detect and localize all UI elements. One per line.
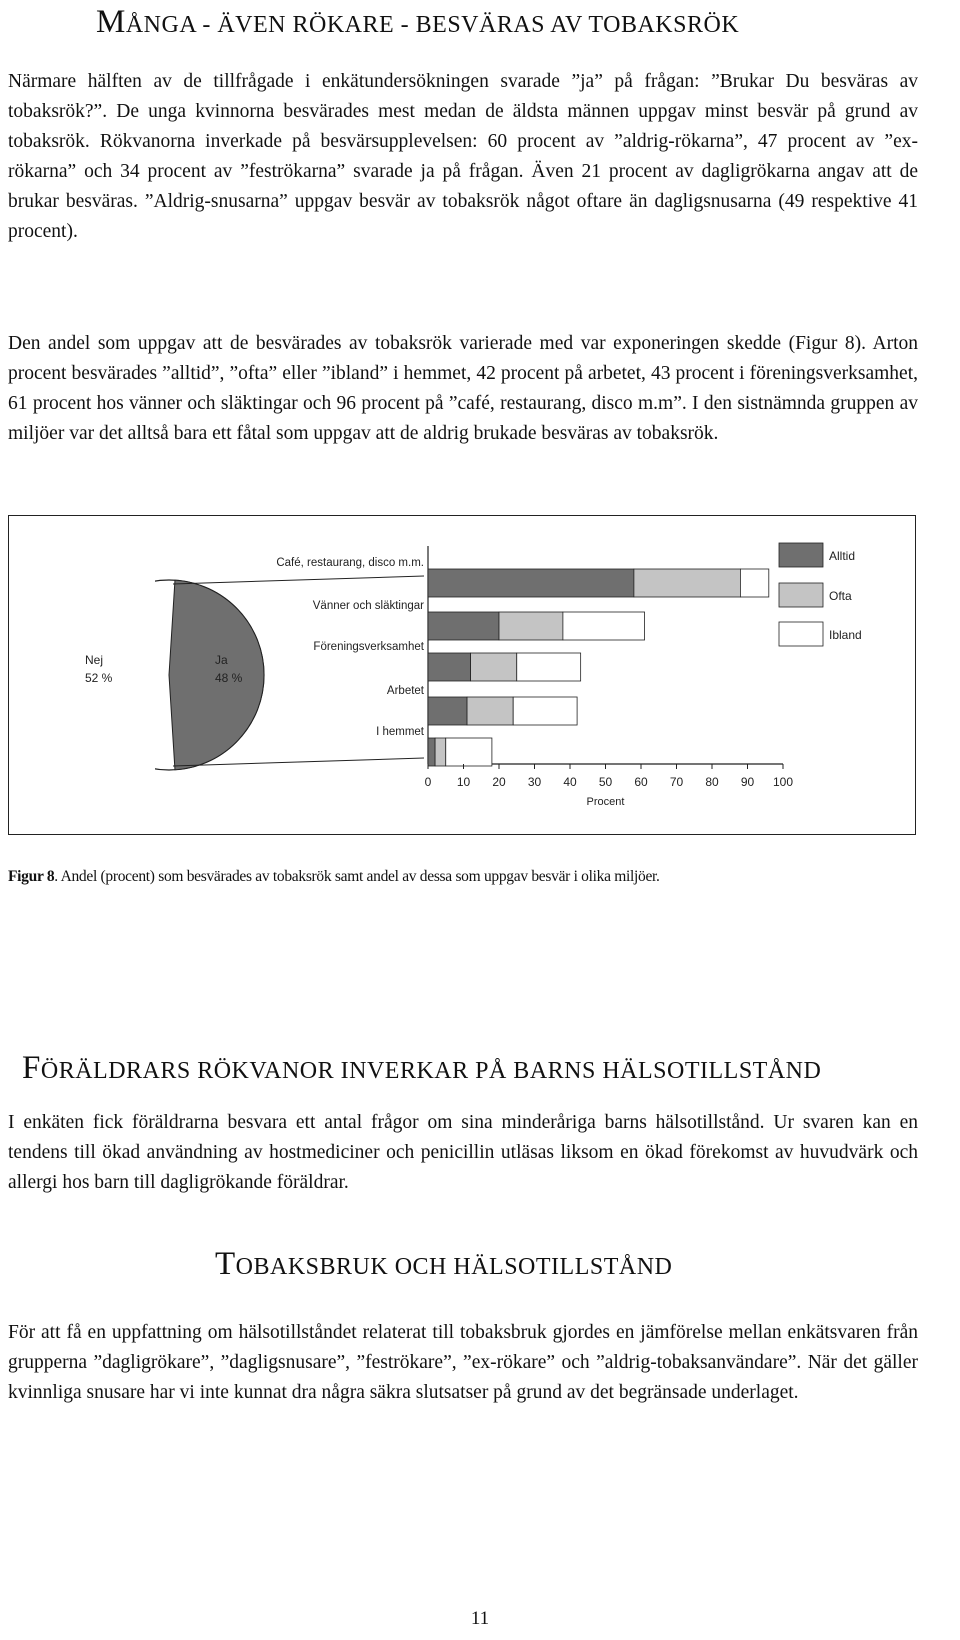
category-label: Café, restaurang, disco m.m. — [276, 557, 424, 569]
section-heading — [215, 1246, 672, 1283]
bar-ibland — [446, 738, 492, 766]
x-axis-title: Procent — [586, 796, 625, 808]
heading-initial: F — [22, 1050, 41, 1086]
bar-alltid — [428, 738, 435, 766]
figure-8 — [8, 515, 916, 835]
x-tick-label: 50 — [598, 775, 613, 789]
paragraph: Den andel som uppgav att de besvärades av tobaksrök varierade med var exponeringen skedde (Figur 8). Arton procent besvärades ”alltid”, ”ofta” eller ”ibland” i hemmet, 42 procent på arbetet, 43 procent i föreningsverksamhet, 61 procent hos vänner och släktingar och 96 procent på ”café, restaurang, disco m.m”. I den sistnämnda gruppen av miljöer var det alltså bara ett fåtal som uppgav att de aldrig brukade besväras av tobaksrök. — [8, 333, 918, 444]
bar-ofta — [435, 738, 446, 766]
bar-alltid — [428, 612, 499, 640]
section-heading — [96, 4, 739, 41]
x-tick-label: 0 — [424, 775, 432, 789]
category-label: Arbetet — [386, 685, 424, 697]
bar-ofta — [634, 569, 741, 597]
bar-ibland — [563, 612, 645, 640]
heading-initial: T — [215, 1246, 236, 1282]
pie-value-nej: 52 % — [85, 671, 113, 685]
paragraph: Närmare hälften av de tillfrågade i enkätundersökningen svarade ”ja” på frågan: ”Brukar Du besväras av tobaksrök?”. De unga kvinnorna besvärades mest medan de äldsta männen uppgav minst besvär på grund av tobaksrök. Rökvanorna inverkade på besvärsupplevelsen: 60 procent av ”aldrig-rökarna”, 47 procent av ”ex-rökarna” och 34 procent av ”feströkarna” svarade ja på frågan. Även 21 procent av dagligrökarna angav att de brukar besväras. ”Aldrig-snusarna” uppgav besvär av tobaksrök något oftare än dagligsnusarna (49 respektive 41 procent). — [8, 71, 918, 242]
category-label: I hemmet — [376, 726, 424, 738]
legend-swatch-ofta — [779, 583, 823, 607]
x-tick-label: 70 — [669, 775, 684, 789]
x-tick-label: 100 — [772, 775, 794, 789]
bar-ibland — [517, 653, 581, 681]
paragraph: För att få en uppfattning om hälsotillståndet relaterat till tobaksbruk gjordes en jämförelse mellan enkätsvaren från grupperna ”dagligrökare”, ”dagligsnusare”, ”feströkare”, ”ex-rökare” och ”aldrig-tobaksanvändare”. När det gäller kvinnliga snusare har vi inte kunnat dra några säkra slutsatser på grund av det begränsade underlaget. — [8, 1322, 918, 1403]
bar-alltid — [428, 569, 634, 597]
bar-ofta — [467, 697, 513, 725]
category-label: Vänner och släktingar — [312, 600, 424, 612]
legend-swatch-ibland — [779, 622, 823, 646]
legend-label-ibland: Ibland — [829, 628, 862, 642]
bar-alltid — [428, 653, 471, 681]
figure-chart — [9, 516, 914, 833]
heading-rest: ÅNGA - ÄVEN RÖKARE - BESVÄRAS AV TOBAKSRÖK — [125, 12, 740, 38]
heading-rest: OBAKSBRUK OCH HÄLSOTILLSTÅND — [235, 1254, 673, 1280]
legend-label-alltid: Alltid — [829, 549, 856, 563]
pie-label-nej: Nej — [85, 653, 104, 667]
x-tick-label: 20 — [492, 775, 506, 789]
bar-ibland — [513, 697, 577, 725]
pie-value-ja: 48 % — [215, 671, 243, 685]
caption-text: . Andel (procent) som besvärades av tobaksrök samt andel av dessa som uppgav besvär i olika miljöer. — [54, 868, 660, 885]
x-tick-label: 90 — [740, 775, 755, 789]
section-heading — [22, 1050, 821, 1087]
legend-label-ofta: Ofta — [829, 589, 852, 603]
x-tick-label: 60 — [634, 775, 648, 789]
bar-ibland — [740, 569, 768, 597]
heading-initial: M — [96, 4, 126, 40]
pie-label-ja: Ja — [215, 653, 228, 667]
paragraph: I enkäten fick föräldrarna besvara ett antal frågor om sina minderåriga barns hälsotillstånd. Ur svaren kan en tendens till ökad användning av hostmediciner och penicillin utläsas liksom en ökad förekomst av huvudvärk och allergi hos barn till dagligrökande föräldrar. — [8, 1112, 918, 1193]
page-number: 11 — [470, 1608, 490, 1629]
caption-label: Figur 8 — [8, 868, 55, 885]
heading-rest: ÖRÄLDRARS RÖKVANOR INVERKAR PÅ BARNS HÄLSOTILLSTÅND — [40, 1058, 822, 1084]
x-tick-label: 10 — [456, 775, 471, 789]
x-tick-label: 30 — [527, 775, 542, 789]
bar-ofta — [471, 653, 517, 681]
x-tick-label: 40 — [563, 775, 577, 789]
category-label: Föreningsverksamhet — [313, 641, 424, 653]
bar-alltid — [428, 697, 467, 725]
connector-line-top — [173, 576, 424, 584]
x-tick-label: 80 — [705, 775, 719, 789]
legend-swatch-alltid — [779, 543, 823, 567]
figure-caption — [8, 868, 660, 886]
bar-ofta — [499, 612, 563, 640]
